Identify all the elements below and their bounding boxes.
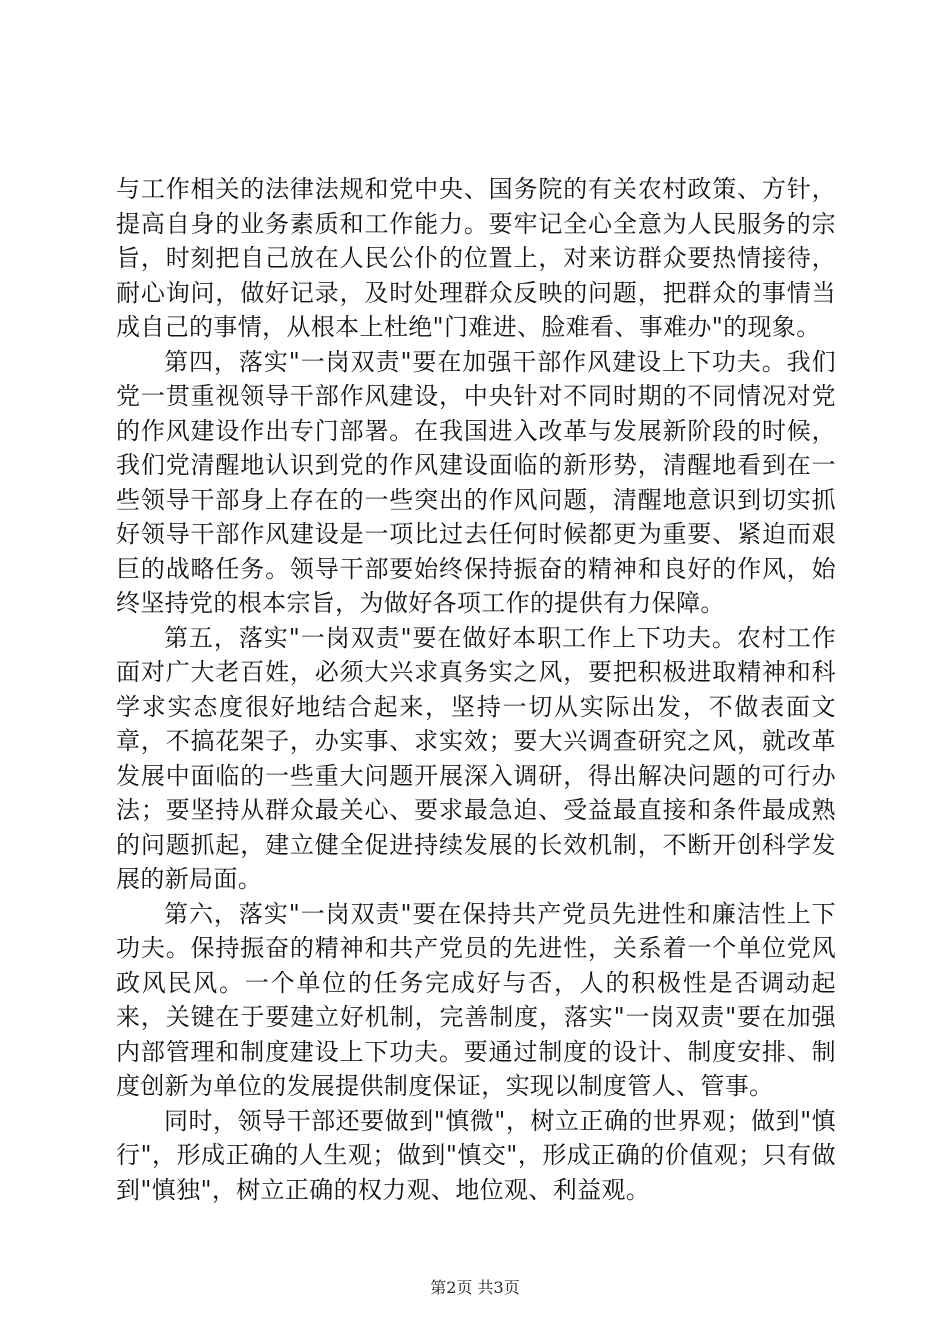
paragraph-conclusion: 同时，领导干部还要做到"慎微"，树立正确的世界观；做到"慎行"，形成正确的人生观；做到"慎交"，形成正确的价值观；只有做到"慎独"，树立正确的权力观、地位观、利益观。 xyxy=(116,1106,836,1204)
page-number-footer: 第2页 共3页 xyxy=(430,1278,520,1297)
paragraph-point-four: 第四，落实"一岗双责"要在加强干部作风建设上下功夫。我们党一贯重视领导干部作风建设，中央针对不同时期的不同情况对党的作风建设作出专门部署。在我国进入改革与发展新阶段的时候，我们党清醒地认识到党的作风建设面临的新形势，清醒地看到在一些领导干部身上存在的一些突出的作风问题，清醒地意识到切实抓好领导干部作风建设是一项比过去任何时候都更为重要、紧迫而艰巨的战略任务。领导干部要始终保持振奋的精神和良好的作风，始终坚持党的根本宗旨，为做好各项工作的提供有力保障。 xyxy=(116,347,836,617)
document-body xyxy=(116,172,836,1207)
paragraph-point-six: 第六，落实"一岗双责"要在保持共产党员先进性和廉洁性上下功夫。保持振奋的精神和共产党员的先进性，关系着一个单位党风政风民风。一个单位的任务完成好与否，人的积极性是否调动起来，关键在于要建立好机制，完善制度，落实"一岗双责"要在加强内部管理和制度建设上下功夫。要通过制度的设计、制度安排、制度创新为单位的发展提供制度保证，实现以制度管人、管事。 xyxy=(116,899,836,1100)
paragraph-continuation: 与工作相关的法律法规和党中央、国务院的有关农村政策、方针，提高自身的业务素质和工作能力。要牢记全心全意为人民服务的宗旨，时刻把自己放在人民公仆的位置上，对来访群众要热情接待，耐心询问，做好记录，及时处理群众反映的问题，把群众的事情当成自己的事情，从根本上杜绝"门难进、脸难看、事难办"的现象。 xyxy=(116,175,836,341)
paragraph-point-five: 第五，落实"一岗双责"要在做好本职工作上下功夫。农村工作面对广大老百姓，必须大兴求真务实之风，要把积极进取精神和科学求实态度很好地结合起来，坚持一切从实际出发，不做表面文章，不搞花架子，办实事、求实效；要大兴调查研究之风，就改革发展中面临的一些重大问题开展深入调研，得出解决问题的可行办法；要坚持从群众最关心、要求最急迫、受益最直接和条件最成熟的问题抓起，建立健全促进持续发展的长效机制，不断开创科学发展的新局面。 xyxy=(116,623,836,893)
